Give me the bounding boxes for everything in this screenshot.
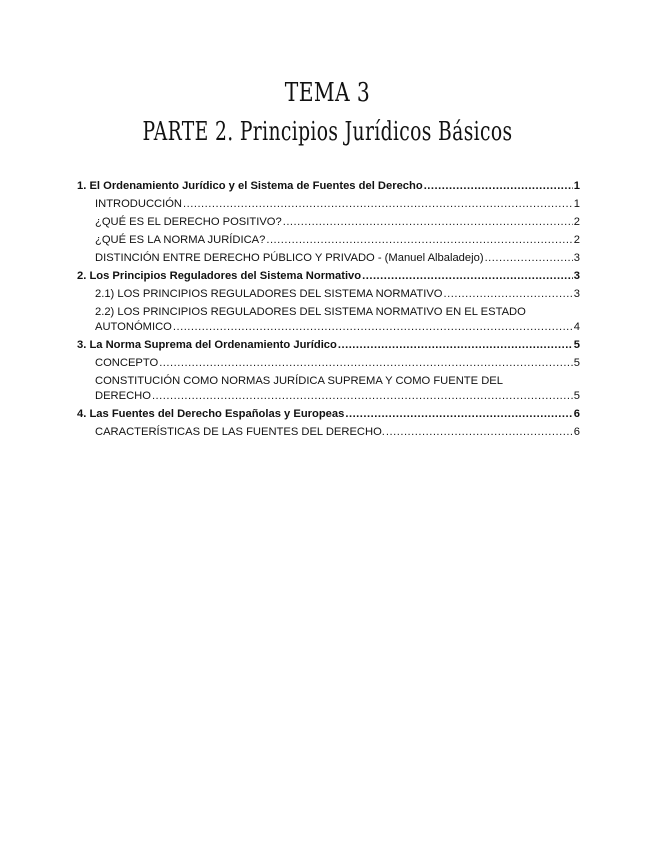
toc-entry-text-line2: AUTONÓMICO (95, 321, 172, 333)
toc-leader-dots (424, 177, 573, 195)
toc-page-number: 1 (573, 180, 580, 192)
toc-entry-section-2[interactable] (77, 267, 580, 285)
toc-page-number: 5 (573, 357, 580, 369)
toc-entry-publico-privado[interactable] (77, 249, 580, 267)
toc-entry-section-4[interactable] (77, 405, 580, 423)
toc-leader-dots (362, 267, 573, 285)
toc-page-number: 3 (573, 252, 580, 264)
toc-leader-dots (173, 320, 573, 335)
toc-entry-text-line1: 2.2) LOS PRINCIPIOS REGULADORES DEL SISTEMA NORMATIVO EN EL ESTADO (95, 306, 526, 318)
toc-page-number: 2 (573, 216, 580, 228)
toc-leader-dots (159, 354, 573, 372)
toc-page-number: 5 (573, 390, 580, 402)
toc-leader-dots (485, 249, 573, 267)
toc-entry-line2 (95, 320, 580, 335)
table-of-contents (77, 177, 580, 441)
toc-entry-text: 1. El Ordenamiento Jurídico y el Sistema de Fuentes del Derecho (77, 180, 423, 192)
toc-entry-text: 3. La Norma Suprema del Ordenamiento Jurídico (77, 339, 337, 351)
toc-leader-dots (444, 285, 573, 303)
toc-leader-dots (386, 423, 573, 441)
toc-entry-section-1[interactable] (77, 177, 580, 195)
toc-entry-text: INTRODUCCIÓN (95, 198, 183, 210)
toc-entry-text: ¿QUÉ ES EL DERECHO POSITIVO? (95, 216, 282, 228)
toc-entry-text: CONCEPTO (95, 357, 159, 369)
toc-entry-derecho-positivo[interactable] (77, 213, 580, 231)
toc-entry-caracteristicas[interactable] (77, 423, 580, 441)
toc-page-number: 6 (573, 408, 580, 420)
toc-entry-2-2[interactable] (77, 303, 580, 336)
toc-entry-2-1[interactable] (77, 285, 580, 303)
toc-page-number: 6 (573, 426, 580, 438)
toc-page-number: 4 (573, 321, 580, 333)
toc-page-number: 5 (573, 339, 580, 351)
toc-leader-dots (152, 389, 573, 404)
toc-entry-text: DISTINCIÓN ENTRE DERECHO PÚBLICO Y PRIVADO - (Manuel Albaladejo) (95, 252, 484, 264)
toc-page-number: 3 (573, 288, 580, 300)
toc-entry-text-line1: CONSTITUCIÓN COMO NORMAS JURÍDICA SUPREMA Y COMO FUENTE DEL (95, 375, 503, 387)
toc-leader-dots (338, 336, 573, 354)
toc-entry-introduccion[interactable] (77, 195, 580, 213)
toc-entry-concepto[interactable] (77, 354, 580, 372)
toc-page-number: 3 (573, 270, 580, 282)
document-subtitle: PARTE 2. Principios Jurídicos Básicos (142, 117, 513, 147)
toc-entry-text: 4. Las Fuentes del Derecho Españolas y Europeas (77, 408, 345, 420)
toc-entry-constitucion[interactable] (77, 372, 580, 405)
toc-leader-dots (283, 213, 573, 231)
toc-page-number: 1 (573, 198, 580, 210)
toc-entry-text: 2.1) LOS PRINCIPIOS REGULADORES DEL SISTEMA NORMATIVO (95, 288, 443, 300)
toc-entry-text: 2. Los Principios Reguladores del Sistema Normativo (77, 270, 362, 282)
toc-leader-dots (345, 405, 572, 423)
toc-entry-line2 (95, 389, 580, 404)
toc-entry-norma-juridica[interactable] (77, 231, 580, 249)
toc-leader-dots (183, 195, 573, 213)
document-title: TEMA 3 (284, 78, 371, 108)
toc-entry-text-line2: DERECHO (95, 390, 151, 402)
toc-entry-text: ¿QUÉ ES LA NORMA JURÍDICA? (95, 234, 266, 246)
toc-entry-text: CARACTERÍSTICAS DE LAS FUENTES DEL DERECHO. (95, 426, 385, 438)
toc-page-number: 2 (573, 234, 580, 246)
toc-leader-dots (266, 231, 572, 249)
toc-entry-section-3[interactable] (77, 336, 580, 354)
